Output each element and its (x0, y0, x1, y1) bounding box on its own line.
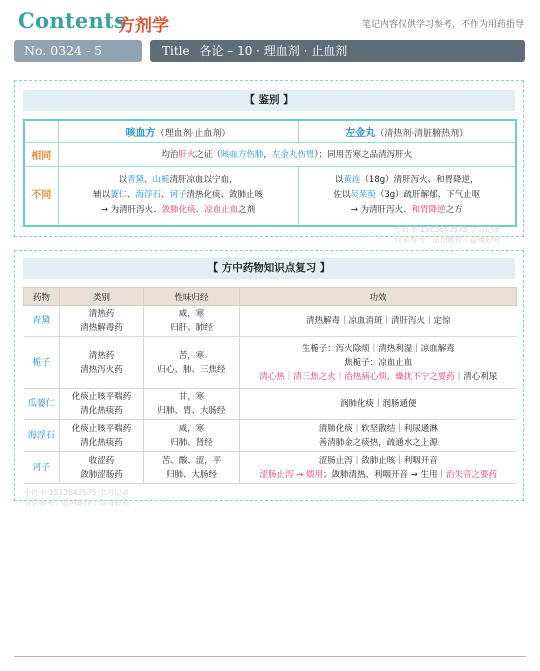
note-title: 各论 – 10 · 理血剂 · 止血剂 (199, 44, 348, 58)
diff-formula-a (58, 166, 298, 226)
same-text: ）；同用苦寒之品清泻肝火 (314, 150, 413, 160)
drug-efficacy: 生栀子：泻火除烦｜清热利湿｜凉血解毒 焦栀子：凉血止血 清心热｜清三焦之火｜治热病心烦、燥扰不宁之要药｜清心利尿 (240, 337, 517, 389)
watermark (395, 225, 500, 245)
drug-properties: 苦、酸、涩，平 归肺、大肠经 (144, 452, 240, 484)
drug-category: 化痰止咳平喘药 清化热痰药 (60, 389, 144, 420)
col-header-category: 类别 (60, 288, 144, 306)
compare-header-row (24, 120, 516, 142)
header-subtitle: 方剂学 (118, 16, 169, 36)
same-highlight: 肝火 (178, 150, 196, 160)
drug-properties: 咸，寒 归肝、肺经 (144, 306, 240, 337)
drug-properties: 咸，寒 归肺、肾经 (144, 420, 240, 452)
compare-diff-row (24, 166, 516, 226)
table-row (24, 337, 517, 389)
formula-a-name: 咳血方 (125, 127, 156, 139)
same-text: 均治 (161, 150, 179, 160)
drug-properties: 苦，寒 归心、肺、三焦经 (144, 337, 240, 389)
diff-a-line: 以青黛、山栀清肝凉血以宁血， (118, 175, 238, 186)
drug-category: 清热药 清热泻火药 (60, 337, 144, 389)
drug-efficacy: 润肺化痰｜润肠通便 (240, 389, 517, 420)
watermark-line: 小红书 1513643575 学习记录 (24, 488, 129, 497)
compare-section (14, 80, 524, 237)
page-header (18, 8, 526, 38)
drug-efficacy: 涩肠止泻｜敛肺止咳｜利咽开音 涩肠止泻 → 煨用；敛肺清热、利咽开音 → 生用｜治失音之要药 (240, 452, 517, 484)
same-text: ， (263, 150, 272, 160)
watermark-line: 仅供参考｜原创制作｜盗用必究 (24, 498, 129, 507)
watermark-line: 小红书 1513643575 学习记录 (395, 225, 500, 234)
watermark-line: 仅供参考｜原创制作｜盗用必究 (395, 235, 500, 244)
drug-name: 海浮石 (24, 420, 60, 452)
same-highlight: 咳血方伤肺 (220, 150, 264, 160)
drug-name: 瓜蒌仁 (24, 389, 60, 420)
formula-a-category: （理血剂·止血剂） (155, 128, 231, 139)
same-label: 相同 (24, 142, 58, 166)
same-text: 之证（ (195, 150, 221, 160)
table-row (24, 389, 517, 420)
header-title: Contents (18, 8, 127, 33)
same-highlight: 左金丸伤胃 (271, 150, 315, 160)
compare-col-b-header (298, 120, 516, 142)
title-label: Title (162, 44, 190, 58)
diff-a-line: 辅以萋仁、海浮石、诃子清热化痰、敛肺止咳 (92, 190, 264, 201)
compare-same-row (24, 142, 516, 166)
col-header-efficacy: 功效 (240, 288, 517, 306)
formula-b-name: 左金丸 (345, 127, 376, 139)
review-header-row (24, 288, 517, 306)
diff-b-line: → 为清肝泻火、和胃降逆之方 (350, 205, 463, 216)
watermark (24, 488, 129, 508)
table-row (24, 420, 517, 452)
drug-efficacy: 清肺化痰｜软坚散结｜利尿通淋 善清肺金之痰热，疏通水之上源 (240, 420, 517, 452)
col-header-drug: 药物 (24, 288, 60, 306)
drug-category: 收涩药 敛肺涩肠药 (60, 452, 144, 484)
drug-properties: 甘，寒 归肺、胃、大肠经 (144, 389, 240, 420)
note-number: No. 0324 - 5 (14, 40, 142, 62)
drug-name: 青黛 (24, 306, 60, 337)
drug-category: 化痰止咳平喘药 清化热痰药 (60, 420, 144, 452)
compare-corner-cell (24, 120, 58, 142)
drug-efficacy: 清热解毒｜凉血消斑｜清肝泻火｜定惊 (240, 306, 517, 337)
table-row (24, 452, 517, 484)
diff-b-line: 佐以吴茱萸（3g）疏肝解郁、下气止呕 (333, 190, 481, 201)
table-row (24, 306, 517, 337)
diff-label: 不同 (24, 166, 58, 226)
diff-b-line: 以黄连（18g）清肝泻火、和胃降逆， (334, 175, 479, 186)
review-section (14, 250, 524, 501)
drug-name: 栀子 (24, 337, 60, 389)
compare-col-a-header (58, 120, 298, 142)
footer-divider (14, 656, 526, 657)
review-heading: 【 方中药物知识点复习 】 (23, 258, 515, 279)
drug-name: 诃子 (24, 452, 60, 484)
diff-formula-b (298, 166, 516, 226)
compare-heading: 【 鉴别 】 (23, 90, 515, 111)
review-table (23, 287, 517, 484)
drug-category: 清热药 清热解毒药 (60, 306, 144, 337)
same-content (58, 142, 516, 166)
formula-b-category: （清热剂·清脏腑热剂） (375, 128, 469, 139)
col-header-properties: 性味归经 (144, 288, 240, 306)
diff-a-line: → 为清肝泻火、敛肺化痰、凉血止血之剂 (100, 205, 256, 216)
note-title-bar (150, 40, 525, 62)
compare-table (23, 119, 517, 227)
header-disclaimer: 笔记内容仅供学习参考，不作为用药指导 (361, 20, 524, 30)
